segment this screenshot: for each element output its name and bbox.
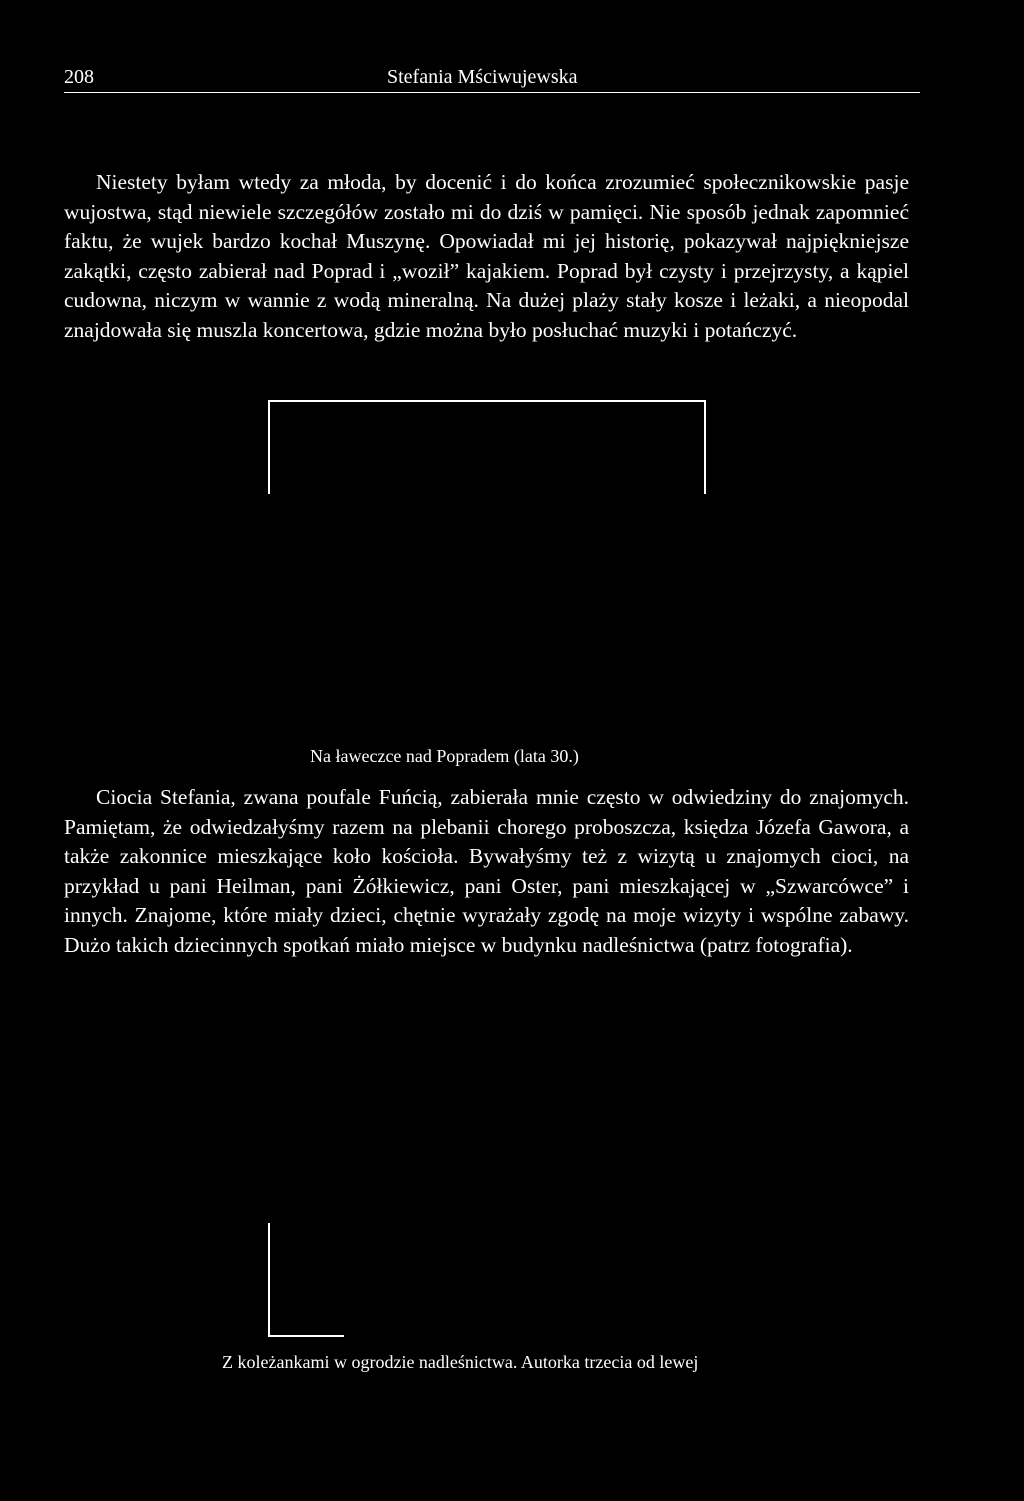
photo-placeholder-bench	[268, 400, 706, 494]
body-paragraph-1: Niestety byłam wtedy za młoda, by docenić i do końca zrozumieć społecznikowskie pasje wujostwa, stąd niewiele szczegółów zostało mi do dziś w pamięci. Nie sposób jednak zapomnieć faktu, że wujek bardzo kochał Muszynę. Opowiadał mi jej historię, pokazywał najpiękniejsze zakątki, często zabierał nad Poprad i „woził” kajakiem. Poprad był czysty i przejrzysty, a kąpiel cudowna, niczym w wannie z wodą mineralną. Na dużej plaży stały kosze i leżaki, a nieopodal znajdowała się muszla koncertowa, gdzie można było posłuchać muzyki i potańczyć.	[64, 170, 909, 342]
page-header	[64, 62, 920, 93]
photo-caption-garden: Z koleżankami w ogrodzie nadleśnictwa. Autorka trzecia od lewej	[222, 1352, 699, 1372]
page-number: 208	[64, 66, 94, 88]
photo-placeholder-garden	[268, 1223, 344, 1337]
photo-caption-bench: Na ławeczce nad Popradem (lata 30.)	[310, 746, 579, 766]
running-title: Stefania Mściwujewska	[387, 66, 578, 88]
body-paragraph-2: Ciocia Stefania, zwana poufale Fuńcią, zabierała mnie często w odwiedziny do znajomych. Pamiętam, że odwiedzałyśmy razem na plebanii chorego proboszcza, księdza Józefa Gawora, a także zakonnice mieszkające koło kościoła. Bywałyśmy też z wizytą u znajomych cioci, na przykład u pani Heilman, pani Żółkiewicz, pani Oster, pani mieszkającej w „Szwarcówce” i innych. Znajome, które miały dzieci, chętnie wyrażały zgodę na moje wizyty i wspólne zabawy. Dużo takich dziecinnych spotkań miało miejsce w budynku nadleśnictwa (patrz fotografia).	[64, 785, 909, 957]
